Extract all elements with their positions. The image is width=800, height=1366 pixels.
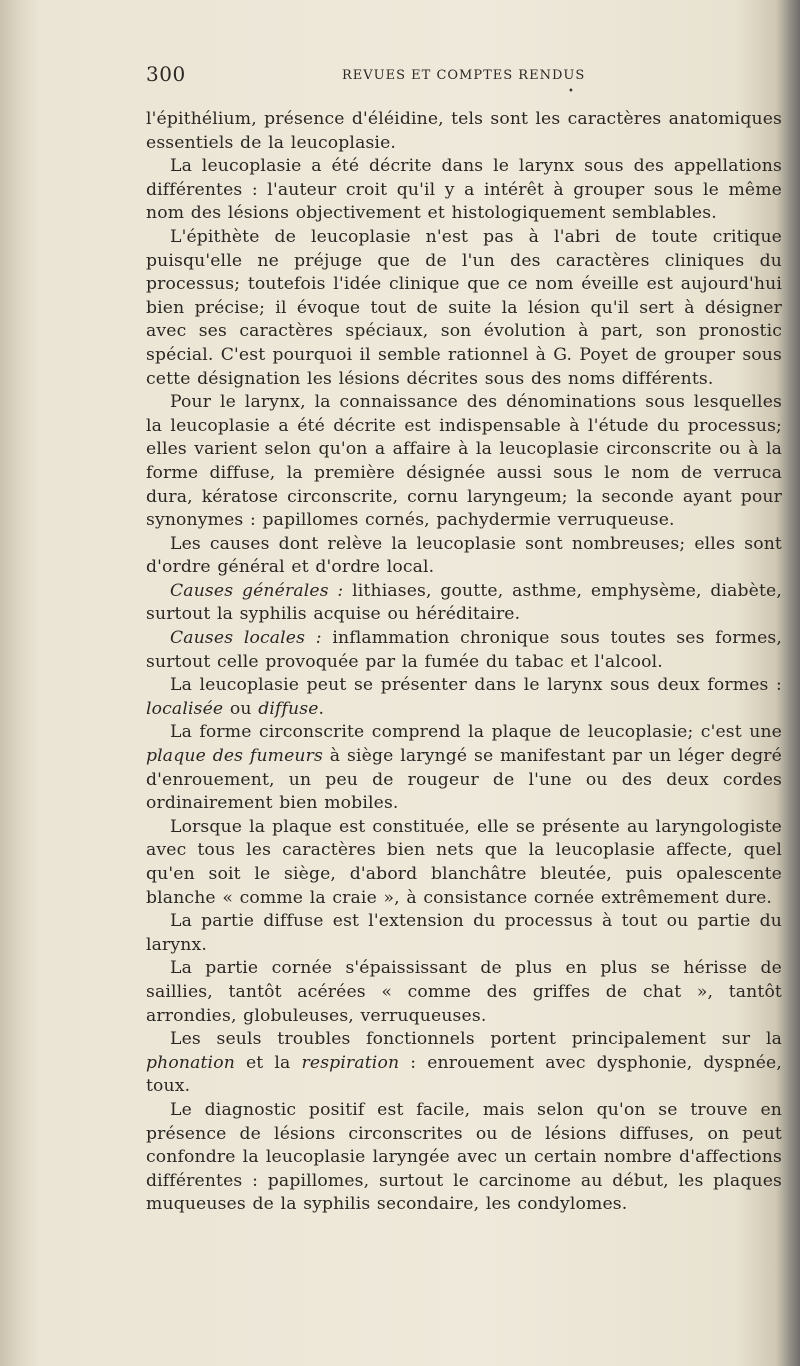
paragraph-text: et la [234,1052,302,1073]
paragraph: Pour le larynx, la connaissance des dénominations sous lesquelles la leucoplasie a été décrite est indispensable à l'étude du processus; elles varient selon qu'on a affaire à la leucoplasie circonscrite ou à la forme diffuse, la première désignée aussi sous le nom de verruca dura, kératose circonscrite, cornu laryngeum; la seconde ayant pour synonymes : papillomes cornés, pachydermie verruqueuse. [146,392,782,531]
italic-label: Causes générales : [170,580,344,601]
paragraph-continued: l'épithélium, présence d'éléidine, tels sont les caractères anatomiques essentiels de la leucoplasie. [146,109,782,153]
paragraph-text: à siège laryngé se manifestant par un léger degré d'enrouement, un peu de rougeur de l'une ou des deux cordes ordinairement bien mobiles. [146,746,782,814]
italic-label: Causes locales : [170,628,322,649]
paragraph-text: Les seuls troubles fonctionnels portent principalement sur la [170,1029,782,1050]
paragraph-general-causes [146,580,782,627]
paragraph: Lorsque la plaque est constituée, elle se présente au laryngologiste avec tous les caractères bien nets que la leucoplasie affecte, quel qu'en soit le siège, d'abord blanchâtre bleutée, puis opalescente blanche « comme la craie », à consistance cornée extrêmement dure. [146,816,782,908]
ornament-mark: • [568,86,574,97]
paragraph: La partie cornée s'épaississant de plus en plus se hérisse de saillies, tantôt acérées « comme des griffes de chat », tantôt arrondies, globuleuses, verruqueuses. [146,958,782,1026]
italic-term: diffuse [258,698,319,719]
running-head: REVUES ET COMPTES RENDUS [342,68,586,83]
paragraph-text: : enrouement avec dysphonie, dyspnée, toux. [146,1052,782,1097]
paragraph-symptoms [146,1028,782,1099]
paragraph-circumscribed [146,721,782,815]
italic-term: respiration [301,1052,400,1073]
page-edge-shadow [788,0,800,1366]
paragraph: L'épithète de leucoplasie n'est pas à l'abri de toute critique puisqu'elle ne préjuge que de l'un des caractères cliniques du processus; toutefois l'idée clinique que ce nom éveille est aujourd'hui bien précise; il évoque tout de suite la lésion qu'il sert à désigner avec ses caractères spéciaux, son évolution à part, son pronostic spécial. C'est pourquoi il semble rationnel à G. Poyet de grouper sous cette désignation les lésions décrites sous des noms différents. [146,226,782,389]
paragraph: Le diagnostic positif est facile, mais selon qu'on se trouve en présence de lésions circonscrites ou de lésions diffuses, on peut confondre la leucoplasie laryngée avec un certain nombre d'affections différentes : papillomes, surtout le carcinome au début, les plaques muqueuses de la syphilis secondaire, les condylomes. [146,1099,782,1215]
paragraph-text: . [318,698,325,719]
italic-term: phonation [146,1052,235,1073]
paragraph: La leucoplasie a été décrite dans le larynx sous des appellations différentes : l'auteur croit qu'il y a intérêt à grouper sous le même nom des lésions objectivement et histologiquement semblables. [146,156,782,224]
paragraph-text: lithiases, goutte, asthme, emphysème, diabète, surtout la syphilis acquise ou héréditaire. [146,580,782,625]
paragraph-text: inflammation chronique sous toutes ses formes, surtout celle provoquée par la fumée du tabac et l'alcool. [146,628,782,672]
paragraph-forms [146,674,782,721]
paragraph-text: La leucoplasie peut se présenter dans le larynx sous deux formes : [170,675,782,696]
paragraph: Les causes dont relève la leucoplasie sont nombreuses; elles sont d'ordre général et d'ordre local. [146,533,782,578]
paragraph: La partie diffuse est l'extension du processus à tout ou partie du larynx. [146,911,782,955]
italic-term: plaque des fumeurs [146,746,323,767]
paragraph-local-causes [146,627,782,674]
page-header [146,62,766,97]
italic-term: localisée [146,698,224,719]
page-number: 300 [146,62,186,86]
paragraph-text: ou [223,698,259,719]
paragraph-text: La forme circonscrite comprend la plaque de leucoplasie; c'est une [170,722,782,743]
article-body [146,108,782,1217]
